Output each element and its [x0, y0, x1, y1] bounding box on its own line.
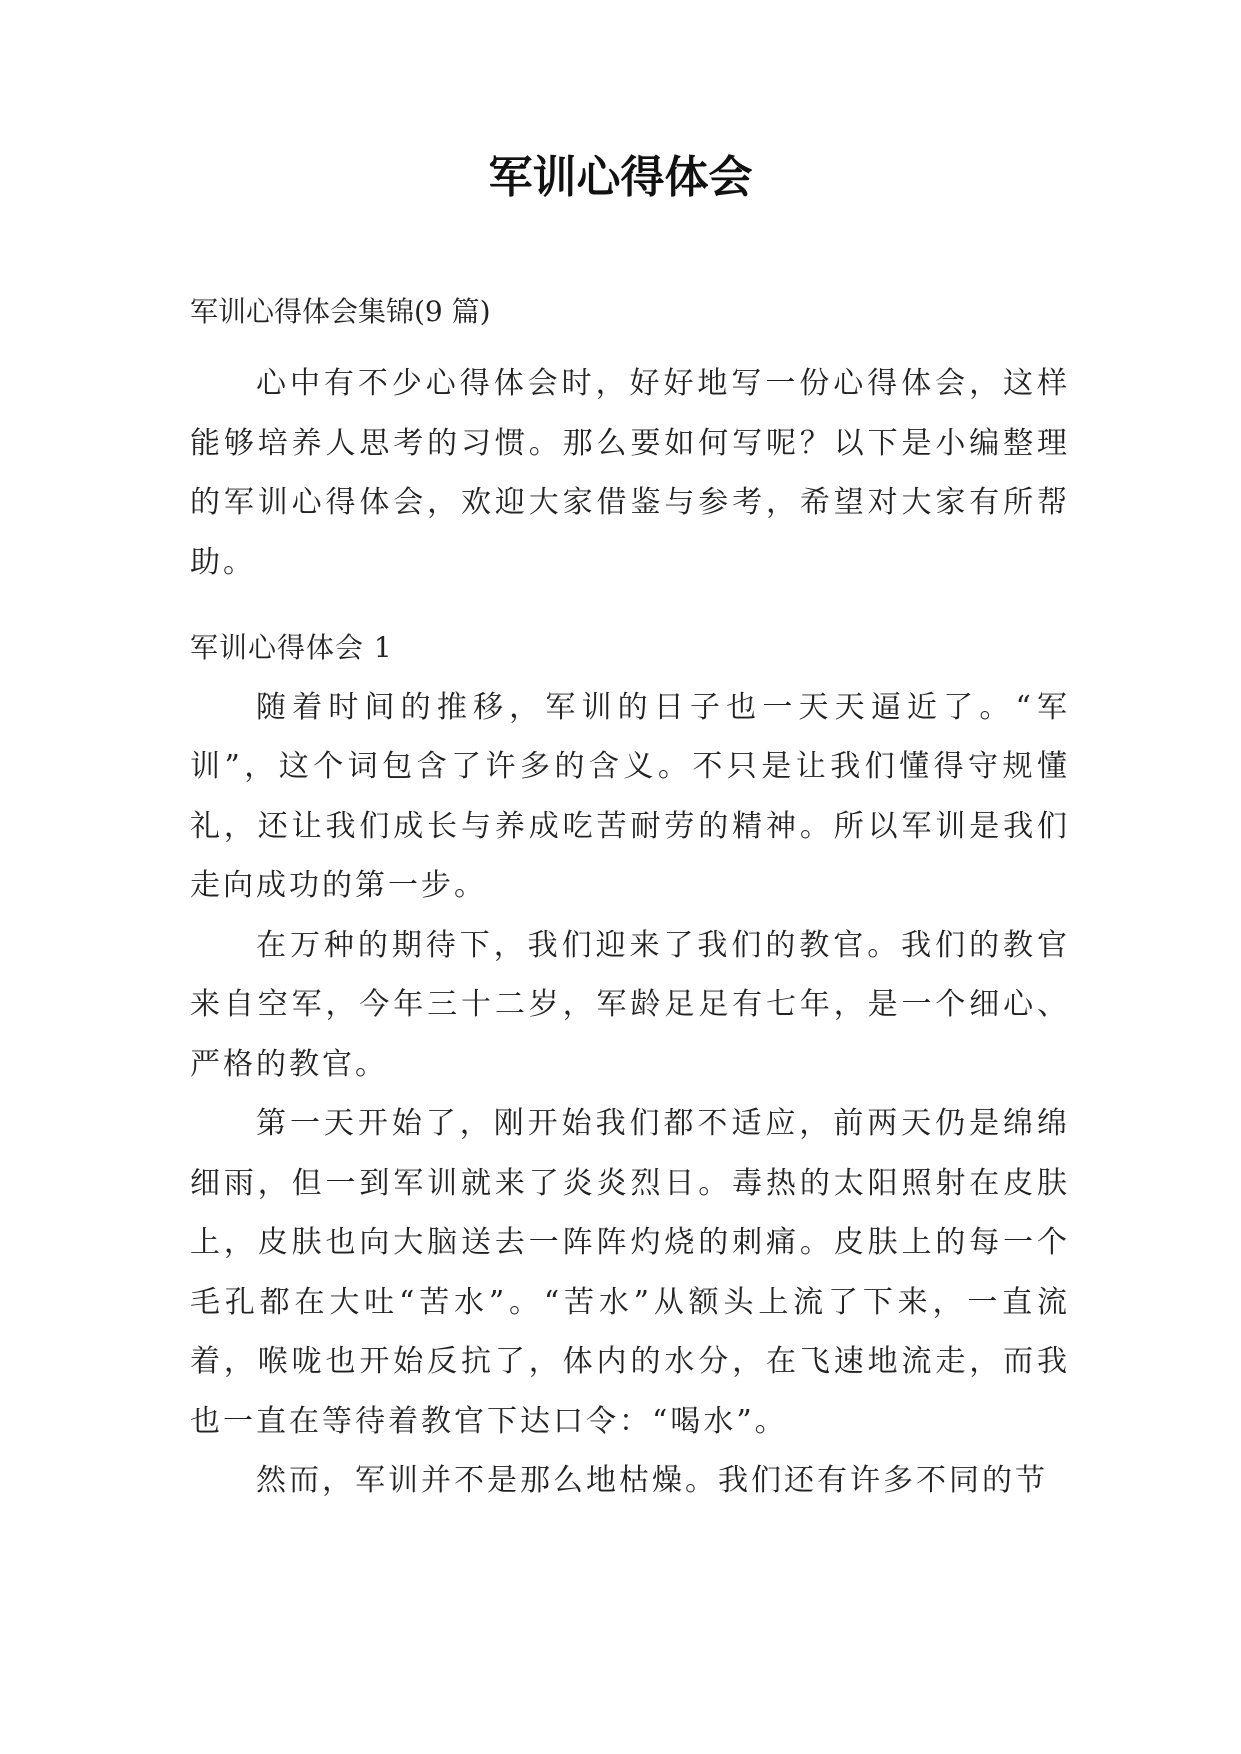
intro-block [190, 354, 1070, 592]
body-paragraph: 然而，军训并不是那么地枯燥。我们还有许多不同的节 [256, 1463, 1048, 1498]
body-paragraph: 第一天开始了，刚开始我们都不适应，前两天仍是绵绵细雨，但一到军训就来了炎炎烈日。毒热的太阳照射在皮肤上，皮肤也向大脑送去一阵阵灼烧的刺痛。皮肤上的每一个毛孔都在大吐“苦水”。“苦水”从额头上流了下来，一直流着，喉咙也开始反抗了，体内的水分，在飞速地流走，而我也一直在等待着教官下达口令：“喝水”。 [190, 1106, 1070, 1439]
section-1 [190, 618, 1070, 1511]
intro-paragraph: 心中有不少心得体会时，好好地写一份心得体会，这样能够培养人思考的习惯。那么要如何写呢？以下是小编整理的军训心得体会，欢迎大家借鉴与参考，希望对大家有所帮助。 [190, 366, 1070, 580]
body-paragraph: 随着时间的推移，军训的日子也一天天逼近了。“军训”，这个词包含了许多的含义。不只是让我们懂得守规懂礼，还让我们成长与养成吃苦耐劳的精神。所以军训是我们走向成功的第一步。 [190, 689, 1070, 903]
body-paragraph: 在万种的期待下，我们迎来了我们的教官。我们的教官来自空军，今年三十二岁，军龄足足有七年，是一个细心、严格的教官。 [190, 927, 1070, 1082]
document-title: 军训心得体会 [488, 152, 753, 203]
document-subtitle: 军训心得体会集锦(9 篇) [190, 295, 491, 328]
section-heading: 军训心得体会 1 [190, 631, 393, 664]
